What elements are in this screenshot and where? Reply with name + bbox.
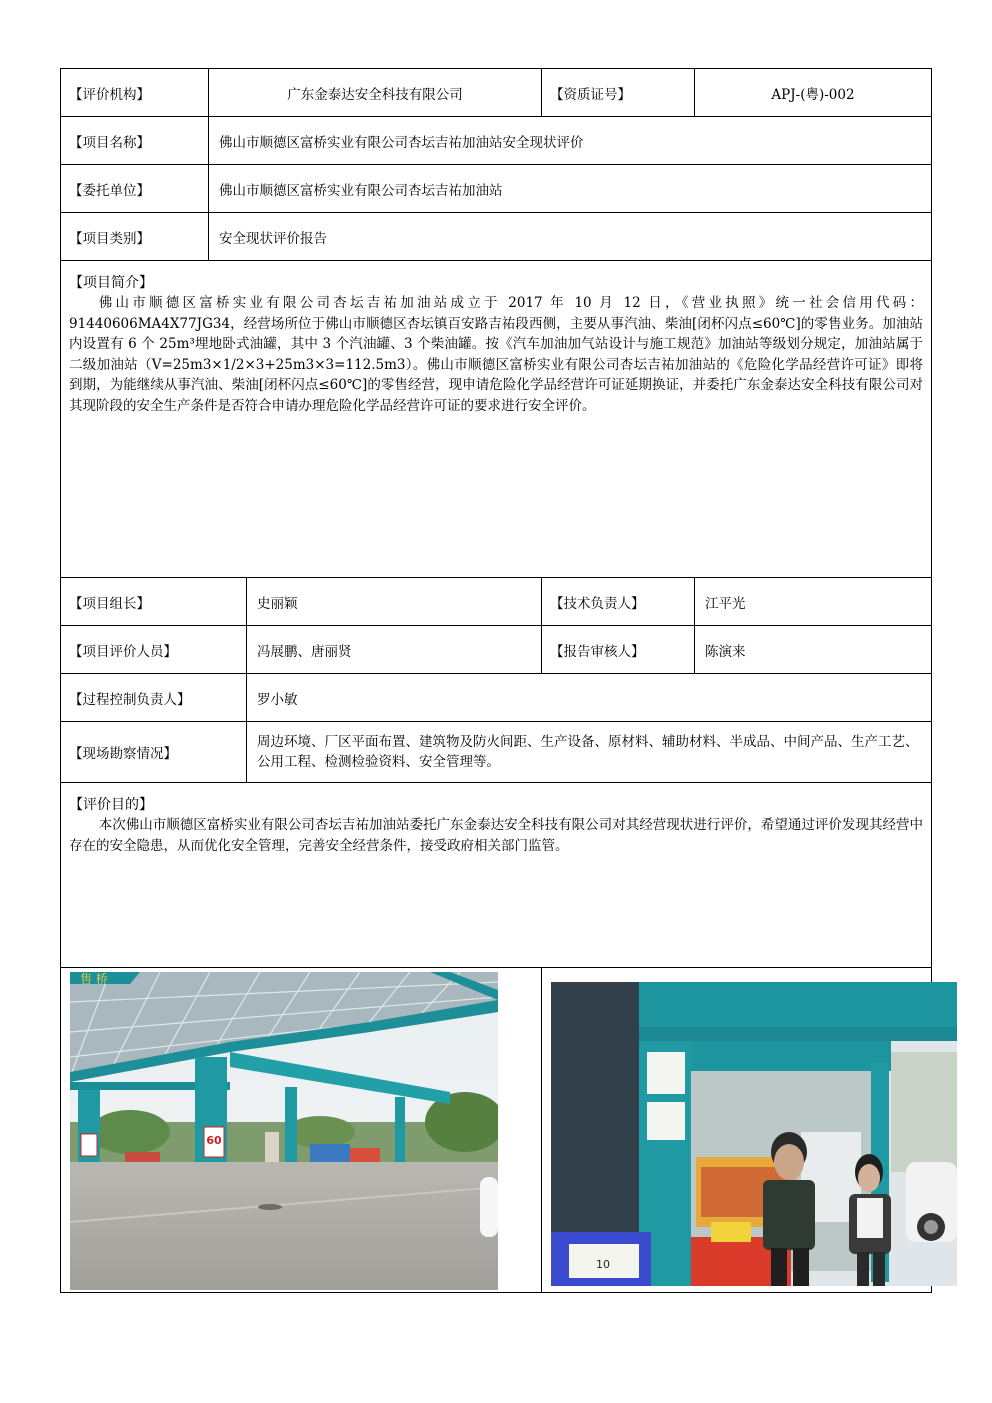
project-intro-text: 佛山市顺德区富桥实业有限公司杏坛吉祐加油站成立于 2017 年 10 月 12 日，《营业执照》统一社会信用代码：91440606MA4X77JG34，经营场所位于佛山市顺德区杏坛镇百安路吉祐段西侧，主要从事汽油、柴油[闭杯闪点≤60℃]的零售业务。加油站内设置有 6 个 25m³埋地卧式油罐，其中 3 个汽油罐、3 个柴油罐。按《汽车加油加气站设计与施工规范》加油站等级划分规定，加油站属于二级加油站（V=25m3×1/2×3+25m3×3=112.5m3）。佛山市顺德区富桥实业有限公司杏坛吉祐加油站的《危险化学品经营许可证》即将到期，为能继续从事汽油、柴油[闭杯闪点≤60℃]的零售经营，现申请危险化学品经营许可证延期换证，并委托广东金泰达安全科技有限公司对其现阶段的安全生产条件是否符合申请办理危险化学品经营许可证的要求进行安全评价。 [69, 295, 923, 414]
tech-lead-value: 江平光 [695, 578, 932, 626]
svg-text:售 桥: 售 桥 [80, 972, 108, 986]
evaluation-purpose-text: 本次佛山市顺德区富桥实业有限公司杏坛吉祐加油站委托广东金泰达安全科技有限公司对其经营现状进行评价，希望通过评价发现其经营中存在的安全隐患，从而优化安全管理，完善安全经营条件，接受政府相关部门监管。 [69, 817, 923, 854]
photo-cell-right [542, 968, 932, 1293]
tech-lead-label: 【技术负责人】 [542, 578, 695, 626]
row-evaluators [61, 626, 932, 674]
evaluation-purpose-cell [61, 783, 932, 968]
project-intro-cell [61, 261, 932, 578]
client-value: 佛山市顺德区富桥实业有限公司杏坛吉祐加油站 [209, 165, 932, 213]
row-evaluation-purpose [61, 783, 932, 968]
photo-gas-station-canopy [70, 972, 498, 1290]
site-survey-value: 周边环境、厂区平面布置、建筑物及防火间距、生产设备、原材料、辅助材料、半成品、中间产品、生产工艺、公用工程、检测检验资料、安全管理等。 [247, 722, 932, 783]
report-reviewer-value: 陈演来 [695, 626, 932, 674]
door-number-text: 10 [596, 1258, 610, 1271]
project-name-label: 【项目名称】 [61, 117, 209, 165]
project-leader-value: 史丽颖 [247, 578, 542, 626]
row-site-survey [61, 722, 932, 783]
row-project-name [61, 117, 932, 165]
row-evaluation-org [61, 69, 932, 117]
process-control-label: 【过程控制负责人】 [61, 674, 247, 722]
site-survey-label: 【现场勘察情况】 [61, 722, 247, 783]
project-leader-label: 【项目组长】 [61, 578, 247, 626]
client-label: 【委托单位】 [61, 165, 209, 213]
row-project-leader [61, 578, 932, 626]
row-category [61, 213, 932, 261]
photo-store-front [551, 982, 957, 1286]
project-intro-title: 【项目简介】 [69, 275, 153, 291]
evaluation-purpose-title: 【评价目的】 [69, 797, 153, 813]
evaluators-value: 冯展鹏、唐丽贤 [247, 626, 542, 674]
row-client [61, 165, 932, 213]
project-name-value: 佛山市顺德区富桥实业有限公司杏坛吉祐加油站安全现状评价 [209, 117, 932, 165]
evaluation-org-value: 广东金泰达安全科技有限公司 [209, 69, 542, 117]
certificate-label: 【资质证号】 [542, 69, 695, 117]
row-process-control [61, 674, 932, 722]
store-front-image [551, 982, 957, 1286]
category-value: 安全现状评价报告 [209, 213, 932, 261]
process-control-value: 罗小敏 [247, 674, 932, 722]
evaluators-label: 【项目评价人员】 [61, 626, 247, 674]
gas-station-canopy-image [70, 972, 498, 1290]
certificate-value: APJ-(粤)-002 [695, 69, 932, 117]
row-project-intro [61, 261, 932, 578]
category-label: 【项目类别】 [61, 213, 209, 261]
report-reviewer-label: 【报告审核人】 [542, 626, 695, 674]
evaluation-org-label: 【评价机构】 [61, 69, 209, 117]
price-sign-text: 60 [206, 1134, 222, 1147]
evaluation-info-sheet [60, 68, 931, 1293]
photo-cell-left [61, 968, 542, 1293]
row-site-photos [61, 968, 932, 1293]
evaluation-info-table [60, 68, 932, 1293]
